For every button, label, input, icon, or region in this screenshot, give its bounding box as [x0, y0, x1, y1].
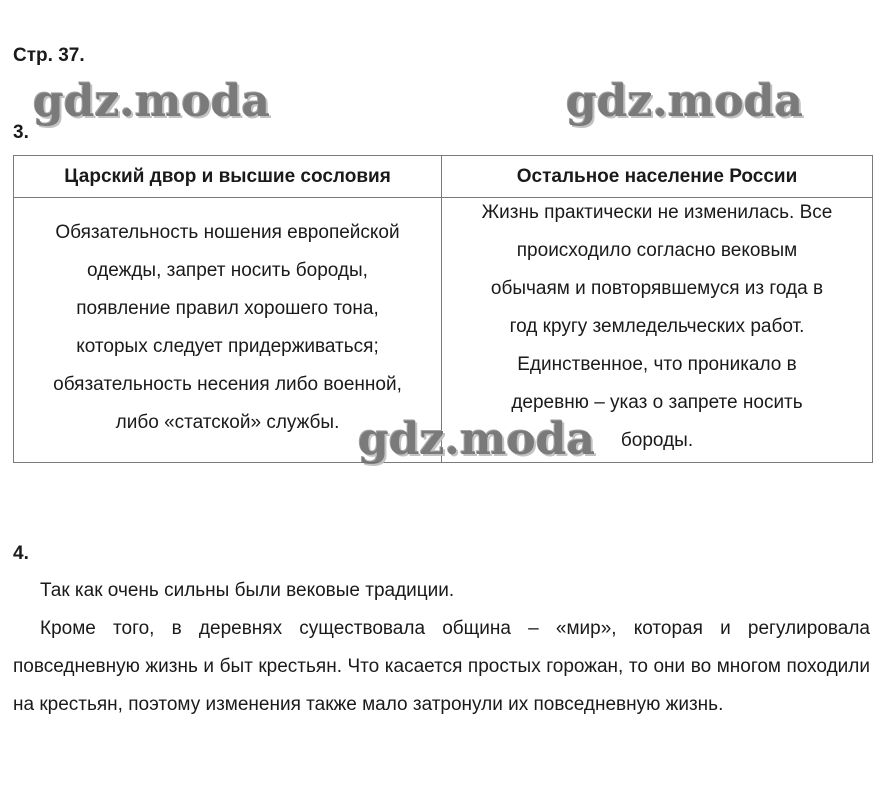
- text-line: Единственное, что проникало в: [517, 354, 797, 375]
- task-4-number: 4.: [13, 543, 29, 564]
- nobility-text: [14, 214, 441, 442]
- answer-paragraph: Кроме того, в деревнях существовала община – «мир», которая и регулировала повседневную жизнь и быт крестьян. Что касается простых горожан, то они во многом походили на крестьян, поэтому изменения также мало затронули их повседневную жизнь.: [13, 618, 870, 715]
- table-header-row: [14, 156, 873, 198]
- watermark-logo: gdz.moda: [33, 76, 271, 127]
- text-line: обычаям и повторявшемуся из года в: [490, 278, 824, 299]
- task-4-answer: [13, 572, 870, 724]
- text-line: происходило согласно вековым: [516, 240, 798, 261]
- answer-paragraph: Так как очень сильны были вековые традиции.: [40, 580, 455, 601]
- page-number-header: Стр. 37.: [13, 45, 85, 66]
- text-line: деревню – указ о запрете носить: [511, 392, 803, 413]
- comparison-table: [13, 155, 873, 463]
- task-3-number: 3.: [13, 122, 29, 143]
- text-line: появление правил хорошего тона,: [76, 298, 379, 319]
- text-line: одежды, запрет носить бороды,: [87, 260, 368, 281]
- table-header-nobility: Царский двор и высшие сословия: [14, 156, 442, 198]
- text-line: которых следует придерживаться;: [76, 336, 379, 357]
- text-line: либо «статской» службы.: [115, 412, 340, 433]
- watermark-logo: gdz.moda: [358, 414, 596, 465]
- text-line: Жизнь практически не изменилась. Все: [481, 202, 833, 223]
- watermark-logo: gdz.moda: [566, 76, 804, 127]
- population-text: [442, 194, 872, 460]
- text-line: Обязательность ношения европейской: [55, 222, 400, 243]
- text-line: год кругу земледельческих работ.: [509, 316, 805, 337]
- population-cell: [442, 198, 873, 463]
- table-header-population: Остальное население России: [442, 156, 873, 198]
- text-line: обязательность несения либо военной,: [53, 374, 402, 395]
- text-line: бороды.: [620, 430, 694, 451]
- nobility-cell: [14, 198, 442, 463]
- table-row: [14, 198, 873, 463]
